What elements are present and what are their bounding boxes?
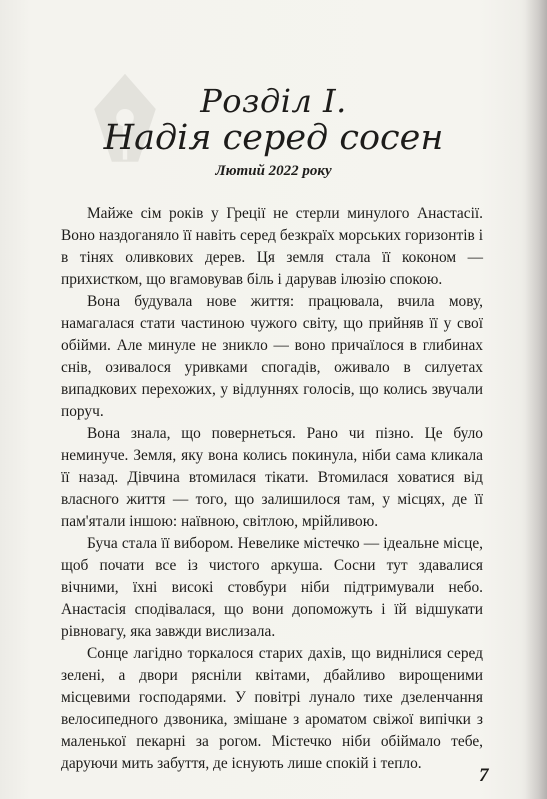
paragraph: Буча стала її вибором. Невелике містечко — ідеальне місце, щоб почати все із чистого аркуша. Сосни тут здавалися вічними, їхні високі стовбури ніби підтримували небо. Анастасія сподівалася, що вони допоможуть і їй відшукати рівновагу, яка завжди вислизала. — [61, 535, 483, 640]
page-number: 7 — [479, 765, 489, 786]
paragraph: Вона знала, що повернеться. Рано чи пізно. Це було неминуче. Земля, яку вона колись покинула, ніби сама кликала її назад. Дівчина втомилася тікати. Втомилася ховатися від власного життя — того, що залишилося там, у місцях, де її пам'ятали іншою: наївною, світлою, мрійливою. — [61, 425, 483, 530]
paragraph: Вона будувала нове життя: працювала, вчила мову, намагалася стати частиною чужого світу, що прийняв її у свої обійми. Але минуле не зникло — воно причаїлося в глибинах снів, озивалося уривками спогадів, оживало в силуетах випадкових перехожих, у відлуннях голосів, що колись звучали поруч. — [61, 293, 483, 420]
chapter-body — [61, 203, 483, 775]
chapter-number: Розділ І. — [200, 82, 347, 120]
chapter-date: Лютий 2022 року — [215, 163, 332, 179]
paragraph: Майже сім років у Греції не стерли минулого Анастасії. Воно наздоганяло її навіть серед безкраїх морських горизонтів і в тінях оливкових дерев. Ця земля стала її коконом — прихистком, що вгамовував біль і дарував ілюзію спокою. — [61, 205, 483, 288]
paragraph: Сонце лагідно торкалося старих дахів, що виднілися серед зелені, а двори рясніли квітами, дбайливо вирощеними місцевими господарями. У повітрі лунало тихе дзеленчання велосипедного дзвоника, змішане з ароматом свіжої випічки з маленької пекарні за рогом. Містечко ніби обіймало тебе, даруючи мить забуття, де існують лише спокій і тепло. — [61, 645, 483, 772]
chapter-title: Надія серед сосен — [103, 118, 444, 158]
